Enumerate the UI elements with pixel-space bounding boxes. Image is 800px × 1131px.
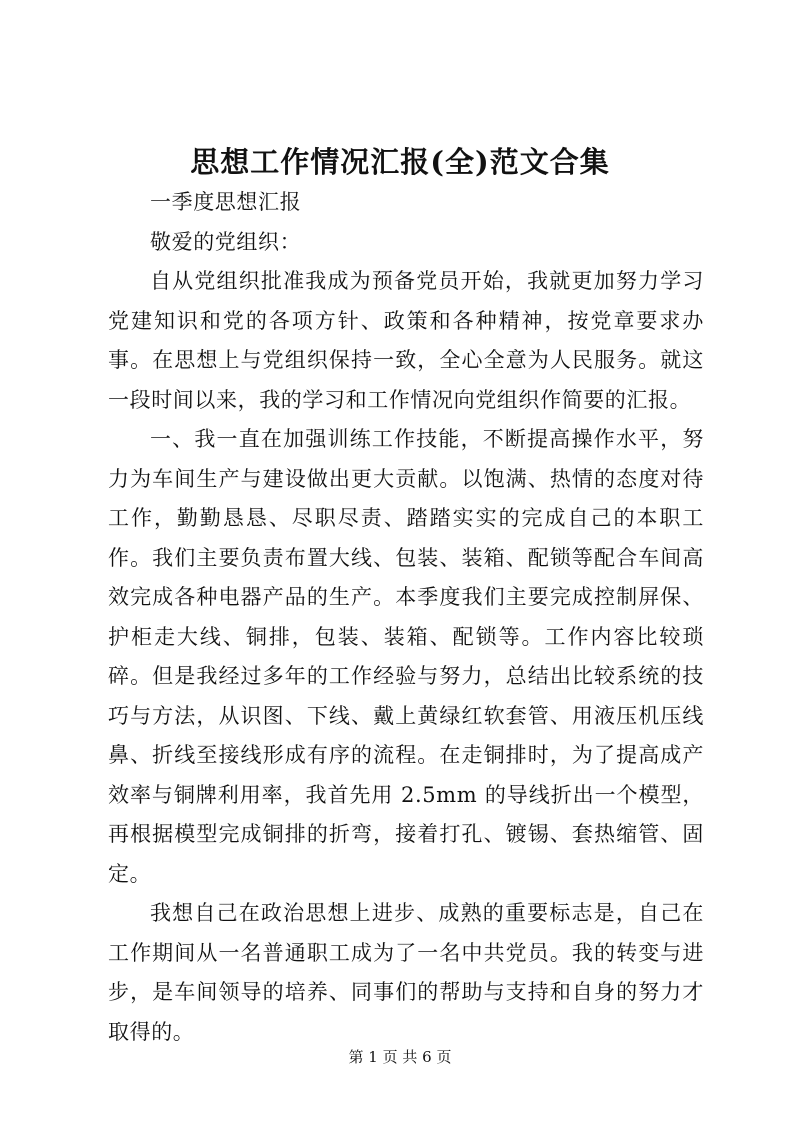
- document-title: 思想工作情况汇报(全)范文合集: [190, 145, 610, 179]
- salutation: 敬爱的党组织：: [150, 229, 302, 254]
- body-paragraph: 一、我一直在加强训练工作技能，不断提高操作水平，努力为车间生产与建设做出更大贡献。以饱满、热情的态度对待工作，勤勤恳恳、尽职尽责、踏踏实实的完成自己的本职工作。我们主要负责布置大线、包装、装箱、配锁等配合车间高效完成各种电器产品的生产。本季度我们主要完成控制屏保、护柜走大线、铜排，包装、装箱、配锁等。工作内容比较琐碎。但是我经过多年的工作经验与努力，总结出比较系统的技巧与方法，从识图、下线、戴上黄绿红软套管、用液压机压线鼻、折线至接线形成有序的流程。在走铜排时，为了提高成产效率与铜牌利用率，我首先用 2.5mm 的导线折出一个模型，再根据模型完成铜排的折弯，接着打孔、镀锡、套热缩管、固定。: [108, 427, 704, 886]
- section-heading: 一季度思想汇报: [150, 190, 302, 214]
- document-body: [108, 183, 704, 1052]
- body-paragraph: 我想自己在政治思想上进步、成熟的重要标志是，自己在工作期间从一名普通职工成为了一名中共党员。我的转变与进步，是车间领导的培养、同事们的帮助与支持和自身的努力才取得的。: [108, 901, 704, 1044]
- body-paragraph: 自从党组织批准我成为预备党员开始，我就更加努力学习党建知识和党的各项方针、政策和各种精神，按党章要求办事。在思想上与党组织保持一致，全心全意为人民服务。就这一段时间以来，我的学习和工作情况向党组织作简要的汇报。: [108, 269, 704, 412]
- page-number-footer: 第 1 页 共 6 页: [348, 1048, 452, 1066]
